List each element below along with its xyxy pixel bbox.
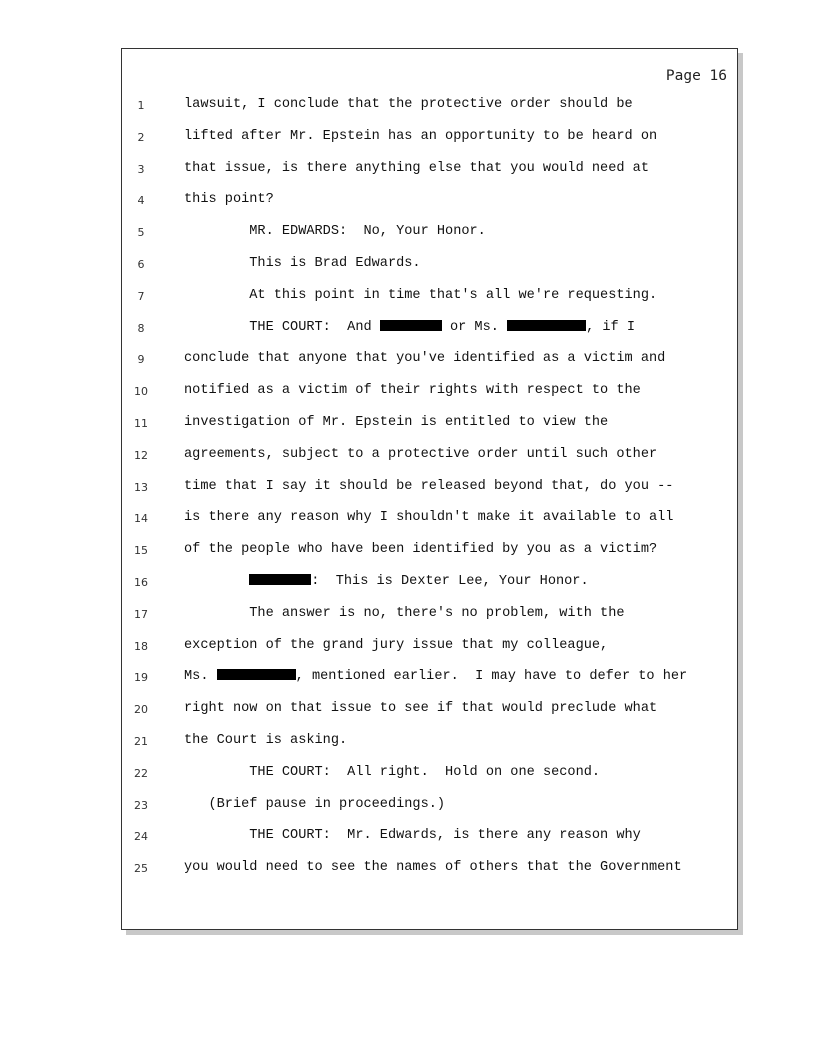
line-number: 24 xyxy=(134,830,148,844)
line-number: 23 xyxy=(134,798,148,812)
line-number: 21 xyxy=(134,735,148,748)
line-number: 9 xyxy=(137,353,145,367)
line-number: 18 xyxy=(134,639,148,653)
line-text: lawsuit, I conclude that the protective order should be xyxy=(184,97,633,112)
transcript-line xyxy=(122,510,739,530)
line-number: 20 xyxy=(134,703,148,717)
line-text: THE COURT: And or Ms. , if I xyxy=(249,319,636,335)
line-text: this point? xyxy=(184,192,274,208)
transcript-line xyxy=(122,129,739,149)
line-text: that issue, is there anything else that you would need at xyxy=(184,160,649,176)
transcript-line xyxy=(122,256,739,276)
line-text: The answer is no, there's no problem, with the xyxy=(249,605,625,621)
transcript-line xyxy=(122,320,739,340)
line-text: At this point in time that's all we're requesting. xyxy=(249,287,658,303)
line-text: exception of the grand jury issue that my colleague, xyxy=(184,637,609,653)
transcript-line xyxy=(122,860,739,880)
line-number: 13 xyxy=(134,480,148,494)
line-number: 16 xyxy=(134,576,148,589)
transcript-line xyxy=(122,479,739,499)
line-number: 8 xyxy=(137,321,145,335)
line-number: 12 xyxy=(134,448,148,462)
line-text: you would need to see the names of others that the Government xyxy=(184,860,682,876)
line-number: 6 xyxy=(137,258,145,271)
line-number: 19 xyxy=(134,671,148,685)
redaction-bar xyxy=(380,320,442,331)
line-text: lifted after Mr. Epstein has an opportunity to be heard on xyxy=(184,128,658,144)
redaction-bar xyxy=(249,574,311,585)
line-number: 14 xyxy=(134,512,148,526)
line-number: 3 xyxy=(137,162,145,176)
page-number: Page 16 xyxy=(665,68,727,84)
line-number: 17 xyxy=(134,607,148,621)
transcript-line xyxy=(122,383,739,403)
redaction-bar xyxy=(507,320,586,331)
transcript-line xyxy=(122,161,739,181)
line-number: 1 xyxy=(137,99,145,112)
transcript-line xyxy=(122,828,739,848)
transcript-line xyxy=(122,447,739,467)
line-number: 2 xyxy=(137,130,145,144)
transcript-line xyxy=(122,351,739,371)
line-text: notified as a victim of their rights with respect to the xyxy=(184,383,641,399)
transcript-line xyxy=(122,224,739,244)
line-text: right now on that issue to see if that would preclude what xyxy=(184,701,658,717)
transcript-line xyxy=(122,701,739,721)
line-text: Ms. , mentioned earlier. I may have to defer to her xyxy=(184,669,688,685)
line-text: THE COURT: Mr. Edwards, is there any reason why xyxy=(249,828,641,844)
transcript-line xyxy=(122,542,739,562)
line-number: 4 xyxy=(137,194,145,208)
line-text: THE COURT: All right. Hold on one second. xyxy=(249,764,601,780)
line-number: 15 xyxy=(134,544,148,558)
transcript-line xyxy=(122,574,739,594)
line-text: MR. EDWARDS: No, Your Honor. xyxy=(249,224,486,240)
line-number: 5 xyxy=(137,226,145,240)
transcript-line xyxy=(122,97,739,117)
transcript-line xyxy=(122,765,739,785)
line-text: This is Brad Edwards. xyxy=(249,256,421,271)
line-text: time that I say it should be released beyond that, do you -- xyxy=(184,478,674,494)
transcript-line xyxy=(122,733,739,753)
line-number: 10 xyxy=(134,385,148,399)
line-text: of the people who have been identified by you as a victim? xyxy=(184,542,658,558)
line-number: 11 xyxy=(134,417,148,430)
line-text: conclude that anyone that you've identified as a victim and xyxy=(184,351,666,367)
line-text: agreements, subject to a protective order until such other xyxy=(184,446,658,462)
line-text: the Court is asking. xyxy=(184,733,348,748)
transcript-page xyxy=(121,48,738,930)
line-text: investigation of Mr. Epstein is entitled to view the xyxy=(184,415,609,430)
transcript-line xyxy=(122,669,739,689)
line-number: 22 xyxy=(134,766,148,780)
transcript-line xyxy=(122,192,739,212)
transcript-line xyxy=(122,797,739,817)
redaction-bar xyxy=(217,669,296,680)
transcript-line xyxy=(122,606,739,626)
transcript-line xyxy=(122,288,739,308)
line-number: 25 xyxy=(134,862,148,876)
line-text: : This is Dexter Lee, Your Honor. xyxy=(184,574,589,589)
line-text: is there any reason why I shouldn't make it available to all xyxy=(184,510,674,526)
transcript-line xyxy=(122,638,739,658)
line-text: (Brief pause in proceedings.) xyxy=(208,796,446,812)
transcript-line xyxy=(122,415,739,435)
line-number: 7 xyxy=(137,289,145,303)
